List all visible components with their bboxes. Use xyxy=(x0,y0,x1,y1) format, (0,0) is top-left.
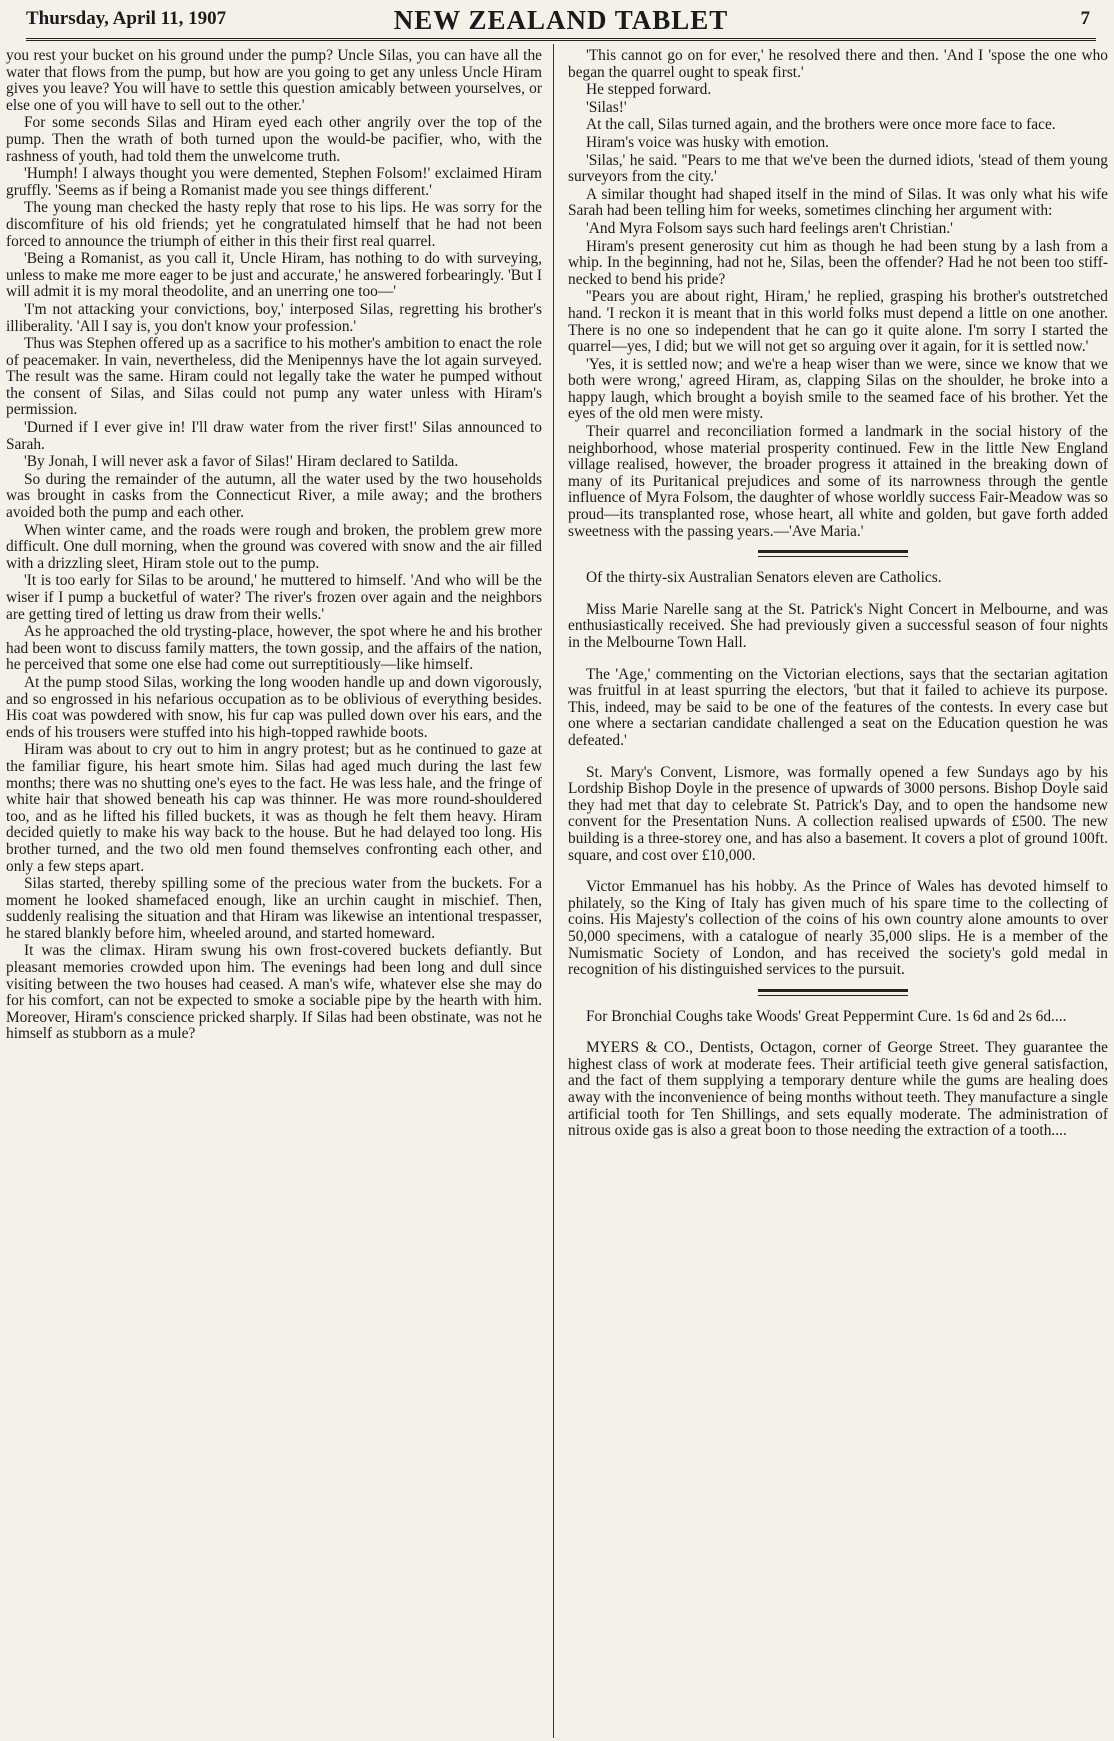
story-paragraph: He stepped forward. xyxy=(586,81,712,99)
story-paragraph: Hiram's voice was husky with emotion. xyxy=(586,133,830,151)
story-paragraph: Thus was Stephen offered up as a sacrifice to his mother's ambition to enact the role of peacemaker. In vain, nevertheless, did the Menipennys have the lot again surveyed. The result was the same. Hiram could not legally take the water he pumped without the consent of Silas, and Silas could not pump any water unless with Hiram's permission. xyxy=(6,335,542,419)
news-item: St. Mary's Convent, Lismore, was formally opened a few Sundays ago by his Lordship Bishop Doyle in the presence of upwards of 3000 persons. Bishop Doyle said they had met that day to celebrate St. Patrick's Day, and to open the handsome new convent for the Presentation Nuns. A collection realised upwards of £500. The new building is a three-storey one, and has also a basement. It covers a plot of ground 100ft. square, and cost over £10,000. xyxy=(568,763,1108,864)
left-column xyxy=(6,48,542,1738)
story-paragraph: For some seconds Silas and Hiram eyed each other angrily over the top of the pump. Then the wrath of both turned upon the would-be pacifier, who, with the rashness of youth, had told them the unwelcome truth. xyxy=(6,114,542,165)
story-paragraph: A similar thought had shaped itself in the mind of Silas. It was only what his wife Sarah had been telling him for weeks, sometimes clinching her argument with: xyxy=(568,185,1108,220)
story-paragraph: 'Being a Romanist, as you call it, Uncle Hiram, has nothing to do with surveying, unless to make me more eager to be just and accurate,' he answered forbearingly. 'But I will admit it is my moral theodolite, and an unerring one too—' xyxy=(6,250,542,301)
story-paragraph: Silas started, thereby spilling some of the precious water from the buckets. For a moment he looked shamefaced enough, like an urchin caught in mischief. Then, suddenly realising the situation and that Hiram was likewise an intentional trespasser, he stared blankly before him, wheeled around, and started homeward. xyxy=(6,875,542,942)
section-rule xyxy=(568,987,1108,999)
story-paragraph: 'I'm not attacking your convictions, boy,' interposed Silas, regretting his brother's illiberality. 'All I say is, you don't know your profession.' xyxy=(6,300,542,335)
story-paragraph: So during the remainder of the autumn, all the water used by the two households was brought in casks from the Connecticut River, a mile away; and the brothers avoided both the pump and each other. xyxy=(6,470,542,522)
story-paragraph: The young man checked the hasty reply that rose to his lips. He was sorry for the discomfiture of his old friends; yet he congratulated himself that he had not been forced to announce the triumph of either in this their first real quarrel. xyxy=(6,199,542,250)
story-paragraph: 'Silas,' he said. ''Pears to me that we've been the durned idiots, 'stead of them young surveyors from the city.' xyxy=(568,151,1108,186)
page-number: 7 xyxy=(1080,8,1090,29)
story-paragraph: 'Durned if I ever give in! I'll draw water from the river first!' Silas announced to Sarah. xyxy=(6,419,542,453)
news-item: The 'Age,' commenting on the Victorian elections, says that the sectarian agitation was fruitful in at least spurring the electors, 'but that it failed to achieve its purpose. This, indeed, may be said to be one of the features of the contests. In every case but one where a sectarian candidate challenged a seat on the Education question he was defeated.' xyxy=(568,665,1108,749)
story-paragraph: 'It is too early for Silas to be around,' he muttered to himself. 'And who will be the wiser if I pump a bucketful of water? The river's frozen over again and the neighbors are getting tired of letting us draw from their wells.' xyxy=(6,572,542,623)
story-paragraph: 'And Myra Folsom says such hard feelings aren't Christian.' xyxy=(586,219,953,237)
news-item: Miss Marie Narelle sang at the St. Patrick's Night Concert in Melbourne, and was enthusiastically received. She had previously given a successful season of four nights in the Melbourne Town Hall. xyxy=(568,600,1108,651)
column-divider xyxy=(553,44,554,1738)
story-paragraph: At the call, Silas turned again, and the brothers were once more face to face. xyxy=(586,116,1056,134)
story-paragraph: 'Silas!' xyxy=(586,98,627,116)
right-column xyxy=(568,48,1108,1738)
section-rule xyxy=(568,548,1108,560)
story-paragraph: Hiram was about to cry out to him in angry protest; but as he continued to gaze at the familiar figure, his heart smote him. Silas had aged much during the last few months; there was no shutting one's eyes to the fact. He was less hale, and the fringe of white hair that showed beneath his cap was thinner. He was more round-shouldered too, and as he lifted his filled buckets, it was as though he felt them heavy. Hiram decided quietly to make his way back to the house. But he had delayed too long. His brother turned, and the two old men found themselves confronting each other, and only a few steps apart. xyxy=(6,741,542,875)
advertisement: For Bronchial Coughs take Woods' Great Peppermint Cure. 1s 6d and 2s 6d.... xyxy=(586,1007,1067,1025)
story-paragraph: At the pump stood Silas, working the long wooden handle up and down vigorously, and so engrossed in his nefarious occupation as to be oblivious of everything besides. His coat was powdered with snow, his fur cap was pulled down over his ears, and the ends of his trousers were stuffed into his high-topped rawhide boots. xyxy=(6,673,542,741)
story-paragraph: When winter came, and the roads were rough and broken, the problem grew more difficult. One dull morning, when the ground was covered with snow and the air filled with a drizzling sleet, Hiram stole out to the pump. xyxy=(6,521,542,572)
story-paragraph: 'By Jonah, I will never ask a favor of Silas!' Hiram declared to Satilda. xyxy=(24,453,459,471)
story-paragraph: 'This cannot go on for ever,' he resolved there and then. 'And I 'spose the one who began the quarrel ought to speak first.' xyxy=(568,48,1108,81)
issue-date: Thursday, April 11, 1907 xyxy=(26,8,227,29)
newspaper-title: NEW ZEALAND TABLET xyxy=(393,5,729,35)
news-item: Victor Emmanuel has his hobby. As the Prince of Wales has devoted himself to philately, so the King of Italy has given much of his spare time to the collecting of coins. His Majesty's collection of the coins of his own country alone amounts to over 50,000 specimens, with a catalogue of nearly 35,000 slips. He is a member of the Numismatic Society of London, and has received the society's gold medal in recognition of his distinguished services to the pursuit. xyxy=(568,878,1108,979)
story-paragraph: Hiram's present generosity cut him as though he had been stung by a lash from a whip. In the beginning, had not he, Silas, been the offender? Had he not been too stiff-necked to bend his pride? xyxy=(568,237,1108,288)
masthead xyxy=(26,6,1096,41)
story-paragraph: 'Humph! I always thought you were demented, Stephen Folsom!' exclaimed Hiram gruffly. 'Seems as if being a Romanist made you see things different.' xyxy=(6,165,542,199)
news-item: Of the thirty-six Australian Senators eleven are Catholics. xyxy=(586,569,942,587)
story-paragraph: As he approached the old trysting-place, however, the spot where he and his brother had been wont to discuss family matters, the town gossip, and the affairs of the nation, he perceived that some one else had come out surreptitiously—like himself. xyxy=(6,623,542,674)
story-paragraph: Their quarrel and reconciliation formed a landmark in the social history of the neighborhood, whose material prosperity continued. Few in the little New England village realised, however, the broader progress it attained in the breaking down of many of its Puritanical prejudices and some of its narrowness through the gentle influence of Myra Folsom, the daughter of whose worldly success Fair-Meadow was so proud—its transplanted rose, whose heart, all white and golden, but gave forth added sweetness with the passing years.—'Ave Maria.' xyxy=(568,423,1108,540)
story-paragraph: It was the climax. Hiram swung his own frost-covered buckets defiantly. But pleasant memories crowded upon him. The evenings had been long and dull since visiting between the two houses had ceased. A man's wife, whatever else she may do for his comfort, can not be expected to smoke a sociable pipe by the hearth with him. Moreover, Hiram's conscience pricked sharply. If Silas had been obstinate, was not he himself as stubborn as a mule? xyxy=(6,942,542,1043)
story-paragraph: you rest your bucket on his ground under the pump? Uncle Silas, you can have all the water that flows from the pump, but how are you going to get any unless Uncle Hiram gives you leave? You will have to settle this question amicably between yourselves, or else one of you will have to sell out to the other.' xyxy=(6,48,542,114)
advertisement: MYERS & CO., Dentists, Octagon, corner of George Street. They guarantee the highest class of work at moderate fees. Their artificial teeth give general satisfaction, and the fact of them supplying a temporary denture while the gums are healing does away with the inconvenience of being months without teeth. They manufacture a single artificial tooth for Ten Shillings, and sets equally moderate. The administration of nitrous oxide gas is also a great boon to those needing the extraction of a tooth.... xyxy=(568,1039,1108,1140)
story-paragraph: ''Pears you are about right, Hiram,' he replied, grasping his brother's outstretched hand. 'I reckon it is meant that in this world folks must depend a little on one another. There is no one so independent that he can go it quite alone. I'm sorry I started the quarrel—yes, I did; but we will not get so arguing over it again, for it is settled now.' xyxy=(568,288,1108,356)
story-paragraph: 'Yes, it is settled now; and we're a heap wiser than we were, since we know that we both were wrong,' agreed Hiram, as, clapping Silas on the shoulder, he broke into a happy laugh, which brought a boyish smile to the seamed face of his brother. Yet the eyes of the old men were misty. xyxy=(568,355,1108,423)
